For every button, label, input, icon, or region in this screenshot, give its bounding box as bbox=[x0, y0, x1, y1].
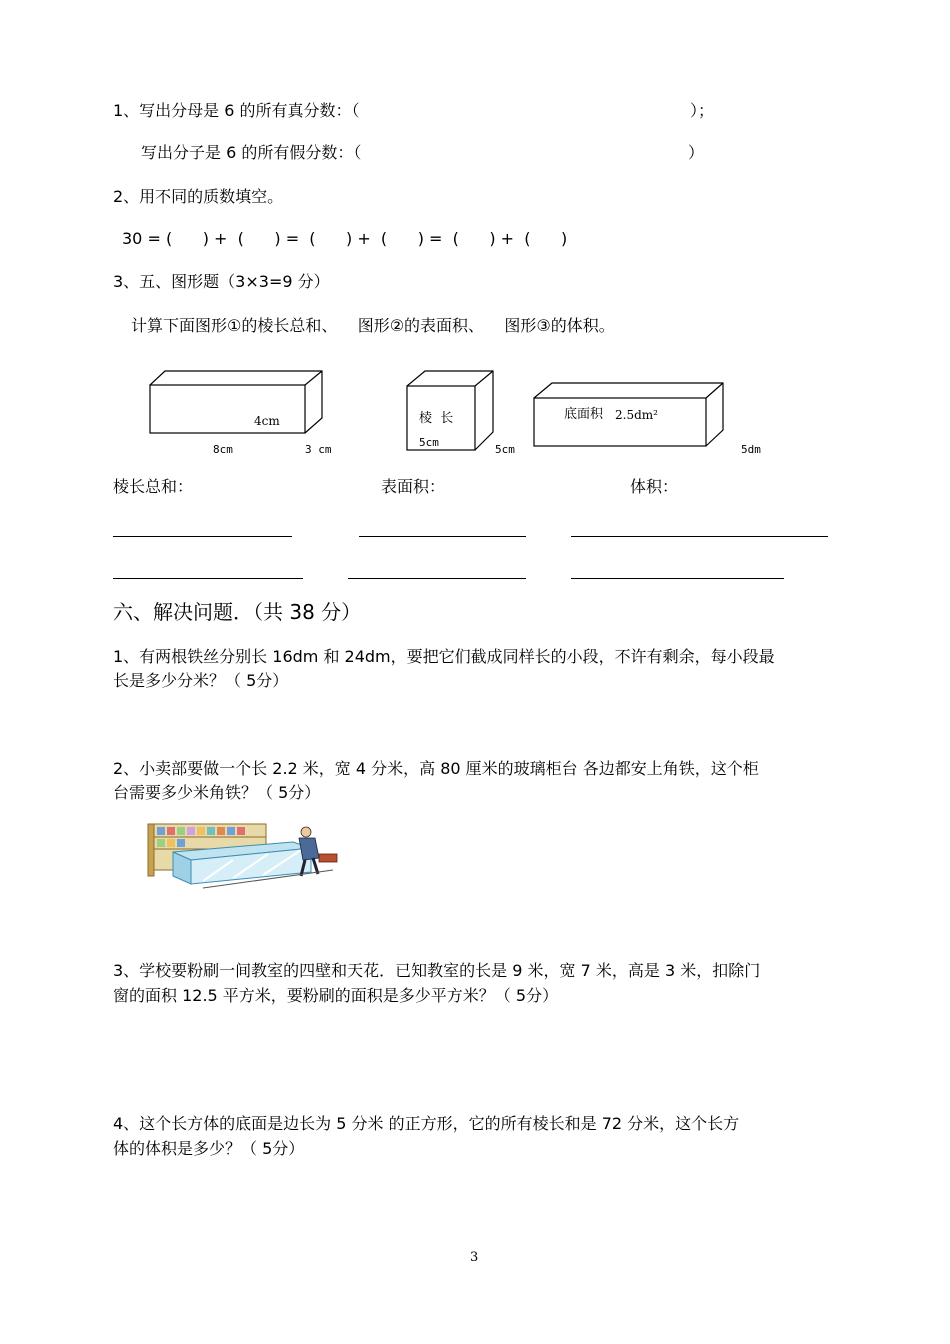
fig1-length-label: 8cm bbox=[213, 443, 233, 456]
section-6-title: 六、解决问题．（共 38 分） bbox=[113, 600, 362, 624]
problem-4-line-1: 4、这个长方体的底面是边长为 5 分米 的正方形，它的所有棱长和是 72 分米，这个长方 bbox=[113, 1114, 740, 1133]
figure-1-cuboid bbox=[145, 368, 330, 438]
fig3-base-area-value: 2.5dm² bbox=[615, 408, 658, 422]
problem-2-line-2: 台需要多少米角铁？（ 5分） bbox=[113, 783, 321, 802]
q1-improper-fractions: 写出分子是 6 的所有假分数：（ bbox=[141, 143, 362, 162]
problem-3-line-2: 窗的面积 12.5 平方米，要粉刷的面积是多少平方米？（ 5分） bbox=[113, 986, 559, 1005]
q1-improper-fractions-close: ） bbox=[688, 143, 705, 162]
q2-equation: 30 = ( ) + ( ) = ( ) + ( ) = ( ) + ( ) bbox=[122, 229, 568, 248]
problem-2-line-1: 2、小卖部要做一个长 2.2 米，宽 4 分米，高 80 厘米的玻璃柜台 各边都安上角铁，这个柜 bbox=[113, 759, 759, 778]
problem-1-line-2: 长是多少分米？（ 5分） bbox=[113, 671, 289, 690]
answer-line bbox=[113, 578, 303, 579]
fig2-edge-caption: 棱 长 bbox=[419, 411, 454, 426]
volume-label: 体积： bbox=[630, 477, 679, 496]
answer-line bbox=[113, 536, 292, 537]
page-number: 3 bbox=[470, 1250, 479, 1265]
problem-3-line-1: 3、学校要粉刷一间教室的四壁和天花．已知教室的长是 9 米，宽 7 米，高是 3 米，扣除门 bbox=[113, 961, 761, 980]
glass-counter-illustration bbox=[143, 818, 353, 890]
fig3-height-label: 5dm bbox=[741, 443, 761, 456]
fig2-side-label: 5cm bbox=[495, 443, 515, 456]
answer-line bbox=[348, 578, 526, 579]
answer-line bbox=[359, 536, 526, 537]
q3-description: 计算下面图形①的棱长总和、 图形②的表面积、 图形③的体积。 bbox=[131, 316, 615, 335]
surface-area-label: 表面积： bbox=[381, 477, 446, 496]
q1-proper-fractions: 1、写出分母是 6 的所有真分数：（ bbox=[113, 101, 360, 120]
q2-primes: 2、用不同的质数填空。 bbox=[113, 187, 284, 206]
q3-geometry: 3、五、图形题（3×3=9 分） bbox=[113, 272, 330, 291]
answer-line bbox=[571, 536, 828, 537]
edge-sum-label: 棱长总和： bbox=[113, 477, 194, 496]
fig1-height-label: 4cm bbox=[254, 414, 280, 428]
fig1-width-label: 3 cm bbox=[305, 443, 332, 456]
q1-proper-fractions-close: ）； bbox=[690, 101, 715, 120]
problem-4-line-2: 体的体积是多少？（ 5分） bbox=[113, 1139, 305, 1158]
answer-line bbox=[571, 578, 784, 579]
fig2-edge-label: 5cm bbox=[419, 436, 439, 449]
problem-1-line-1: 1、有两根铁丝分别长 16dm 和 24dm，要把它们截成同样长的小段，不许有剩余，每小段最 bbox=[113, 647, 775, 666]
fig3-base-area-caption: 底面积 bbox=[564, 407, 604, 422]
